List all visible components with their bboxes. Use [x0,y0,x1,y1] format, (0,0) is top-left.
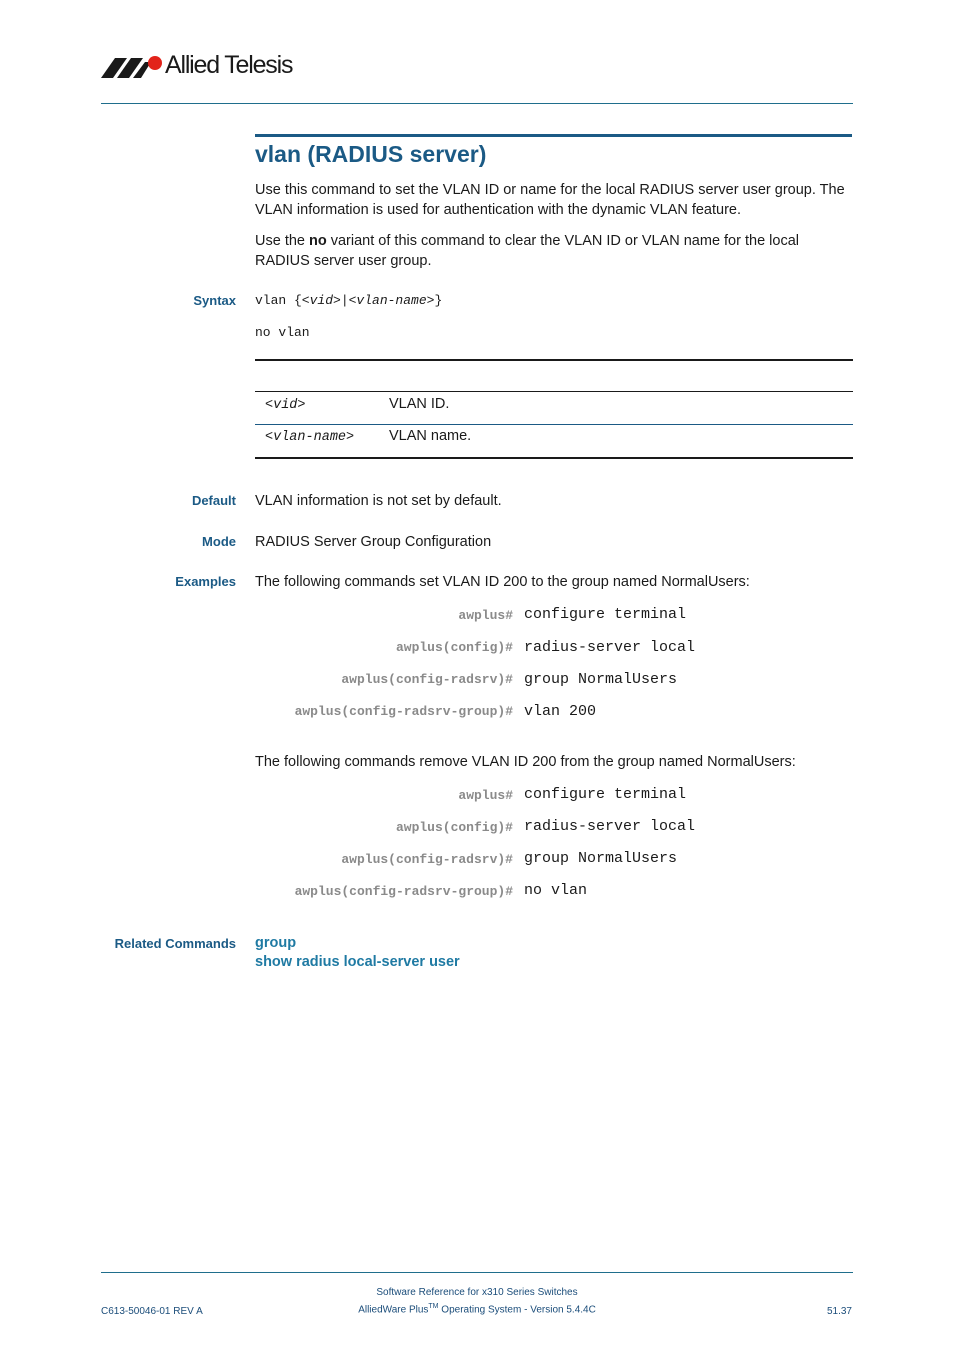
command: configure terminal [524,786,687,803]
param-table-header-rule [255,391,853,392]
footer-tm: TM [428,1303,439,1310]
footer-product: AlliedWare Plus [358,1304,429,1316]
intro-paragraph: Use this command to set the VLAN ID or name for the local RADIUS server user group. The VLAN information is used for authentication with the dynamic VLAN feature. [255,182,845,218]
param-desc-vid: VLAN ID. [389,396,450,412]
param-gt: > [297,398,306,413]
syntax-end: >} [426,293,443,308]
intro-no-prefix: Use the [255,233,309,249]
param-row-divider [255,424,853,425]
param-name: vid [273,398,298,413]
logo-mark-icon [101,54,165,82]
intro-no-paragraph [255,231,855,271]
intro-no-keyword: no [309,233,327,249]
syntax-param-vlan-name: vlan-name [356,293,427,308]
mode-label: Mode [202,534,236,549]
title-rule [255,134,852,137]
param-gt: > [346,430,355,445]
footer-rule [101,1272,853,1273]
prompt: awplus(config)# [395,640,513,655]
header-rule [101,103,853,104]
prompt: awplus(config-radsrv)# [341,852,513,867]
param-lt: < [265,398,274,413]
param-lt: < [265,430,274,445]
param-name: vlan-name [273,430,347,445]
related-link-show-radius-local-server-user[interactable]: show radius local-server user [255,954,460,970]
examples-remove-intro: The following commands remove VLAN ID 200 from the group named NormalUsers: [255,754,796,770]
logo-text: Allied Telesis [165,51,293,79]
prompt: awplus(config-radsrv)# [341,672,513,687]
param-table-top-rule [255,359,853,361]
default-label: Default [191,493,236,508]
page-title: vlan (RADIUS server) [255,141,487,167]
intro-no-suffix: variant of this command to clear the VLAN ID or VLAN name for the local RADIUS server user group. [255,233,799,269]
default-text: VLAN information is not set by default. [255,493,502,509]
prompt: awplus(config)# [395,820,513,835]
examples-set-intro: The following commands set VLAN ID 200 to the group named NormalUsers: [255,574,750,590]
command: radius-server local [524,818,696,835]
prompt: awplus(config-radsrv-group)# [294,884,513,899]
command: configure terminal [524,606,687,623]
command: group NormalUsers [524,671,678,688]
command: radius-server local [524,639,696,656]
footer-os-version [0,1303,954,1315]
related-link-group[interactable]: group [255,935,297,951]
prompt: awplus# [458,608,513,623]
param-name-vlan-name [265,430,354,445]
footer-doc-title: Software Reference for x310 Series Switches [376,1287,578,1298]
command: vlan 200 [524,703,597,720]
footer-page-number: 51.37 [826,1306,852,1317]
syntax-param-vid: vid [309,293,334,308]
command: group NormalUsers [524,850,678,867]
param-table-bottom-rule [255,457,853,459]
related-commands-label: Related Commands [114,936,236,951]
syntax-sep: >|< [333,293,357,308]
command: no vlan [524,882,588,899]
syntax-line-1 [255,293,442,308]
examples-label: Examples [175,574,236,589]
prompt: awplus# [458,788,513,803]
param-desc-vlan-name: VLAN name. [389,428,472,444]
syntax-label: Syntax [193,293,236,308]
prompt: awplus(config-radsrv-group)# [294,704,513,719]
footer-doc-id: C613-50046-01 REV A [101,1306,203,1317]
footer-version: Operating System - Version 5.4.4C [438,1304,596,1316]
syntax-cmd: vlan {< [255,293,310,308]
mode-text: RADIUS Server Group Configuration [255,534,492,550]
param-name-vid [265,398,306,413]
syntax-line-2: no vlan [255,325,310,340]
allied-telesis-logo [101,50,301,82]
